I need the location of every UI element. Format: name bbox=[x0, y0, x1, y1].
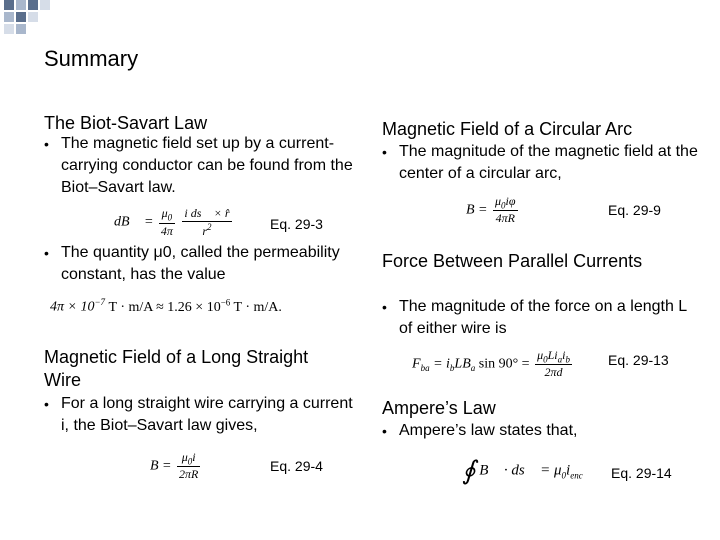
biot-savart-bullet: • The magnetic field set up by a current- carrying conductor can be found from the Biot–Savart law. bbox=[44, 133, 361, 199]
eq-parallel-force: $F_{ba} = i_bLB_a$ sin 90° = $\frac{\mu_0Li_ai_b}{2\pi d}$ bbox=[412, 348, 570, 380]
eq-circular-arc: B = $\frac{\mu_0i\varphi}{4\pi R}$ bbox=[466, 194, 516, 226]
long-wire-heading: Magnetic Field of a Long Straight Wire bbox=[44, 347, 309, 390]
parallel-currents-heading: Force Between Parallel Currents bbox=[382, 251, 643, 271]
parallel-currents-bullet: • The magnitude of the force on a length L of either wire is bbox=[382, 296, 699, 340]
corner-decoration bbox=[0, 0, 70, 40]
eq-ampere-law: ∮ B⃗ · ds⃗ = $\mu_0i_{enc}$ bbox=[462, 456, 583, 485]
eq-29-9-label: Eq. 29-9 bbox=[608, 202, 661, 218]
eq-mu0-value: $4\pi \times 10^{-7}$ $T \cdot m/A \approx 1.26 \times 10^{-6}$ T · m/A. bbox=[50, 297, 282, 315]
slide-title: Summary bbox=[44, 46, 139, 71]
biot-savart-heading: The Biot-Savart Law bbox=[44, 113, 208, 133]
eq-29-4-label: Eq. 29-4 bbox=[270, 458, 323, 474]
eq-long-wire: B = $\frac{\mu_0i}{2\pi R}$ bbox=[150, 450, 199, 482]
circular-arc-bullet: • The magnitude of the magnetic field at the center of a circular arc, bbox=[382, 141, 704, 185]
eq-biot-savart: dB⃗ = $\frac{\mu_0}{4\pi}$ $\frac{\text{i ds⃗ × r̂}}{r^2}$ bbox=[114, 206, 230, 238]
eq-29-13-label: Eq. 29-13 bbox=[608, 352, 669, 368]
circular-arc-heading: Magnetic Field of a Circular Arc bbox=[382, 119, 633, 139]
ampere-law-heading: Ampere’s Law bbox=[382, 398, 496, 418]
ampere-law-bullet: • Ampere’s law states that, bbox=[382, 420, 699, 442]
eq-29-14-label: Eq. 29-14 bbox=[611, 465, 672, 481]
long-wire-bullet: • For a long straight wire carrying a current i, the Biot–Savart law gives, bbox=[44, 393, 361, 437]
mu0-bullet: • The quantity μ0, called the permeability constant, has the value bbox=[44, 242, 371, 286]
eq-29-3-label: Eq. 29-3 bbox=[270, 216, 323, 232]
